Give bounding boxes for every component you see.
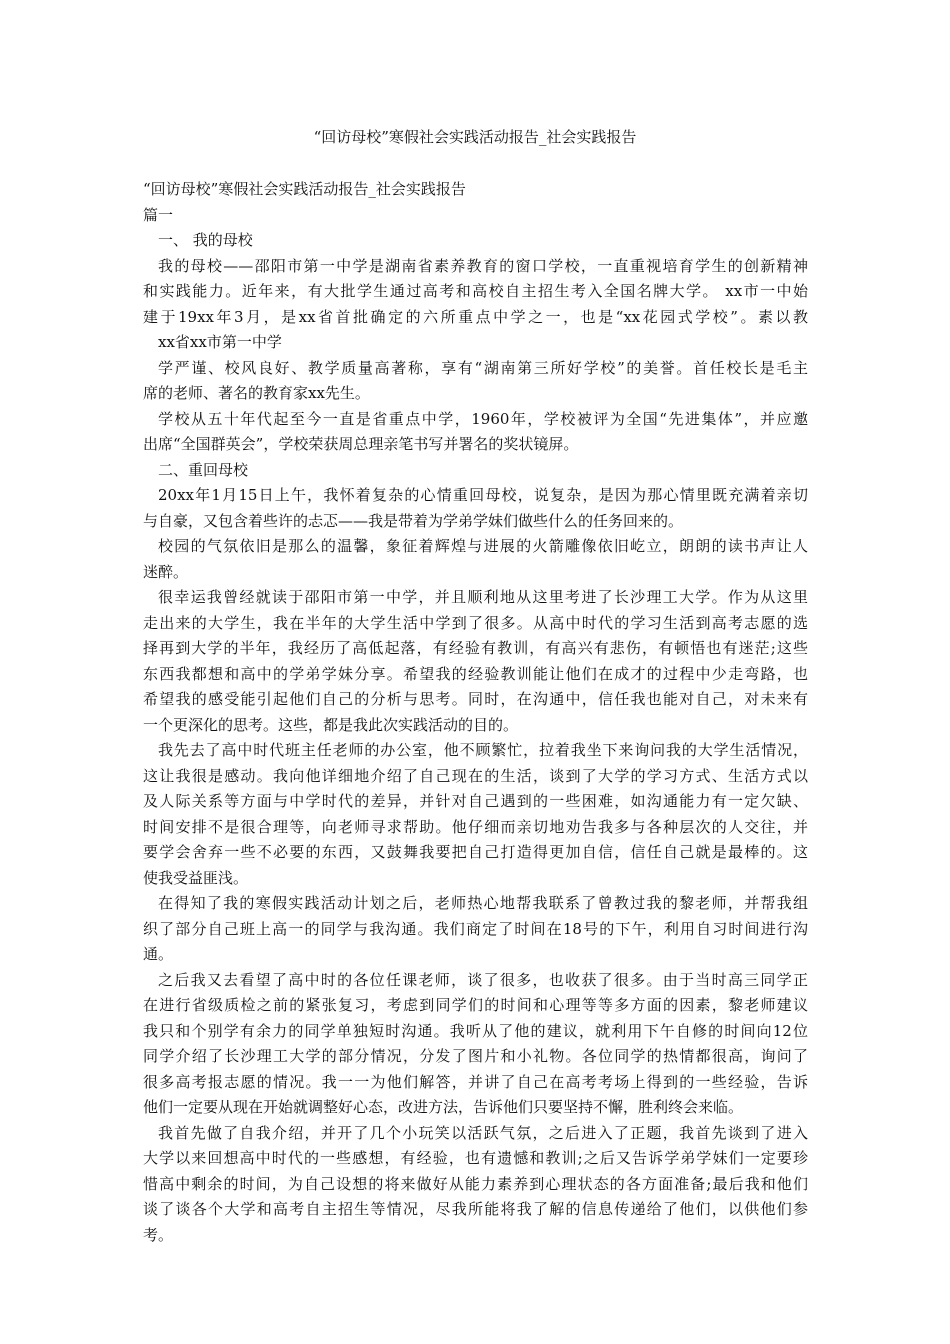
text-line: 择再到大学的半年，我经历了高低起落，有经验有教训，有高兴有悲伤，有顿悟也有迷茫;这些 (143, 639, 808, 657)
text-line: 我先去了高中时代班主任老师的办公室，他不顾繁忙，拉着我坐下来询问我的大学生活情况， (158, 741, 808, 759)
text-line: 我的母校——邵阳市第一中学是湖南省素养教育的窗口学校，一直重视培育学生的创新精神 (158, 256, 808, 275)
text-line: 考。 (143, 1225, 174, 1244)
text-line: 迷醉。 (143, 562, 189, 581)
text-line: 在得知了我的寒假实践活动计划之后，老师热心地帮我联系了曾教过我的黎老师，并帮我组 (158, 894, 808, 912)
text-line: 学校从五十年代起至今一直是省重点中学，1960年，学校被评为全国“先进集体”，并应邀 (158, 409, 808, 428)
text-line: 很幸运我曾经就读于邵阳市第一中学，并且顺利地从这里考进了长沙理工大学。作为从这里 (158, 588, 808, 606)
text-line: 要学会舍弃一些不必要的东西，又鼓舞我要把自己打造得更加自信，信任自己就是最棒的。这 (143, 843, 808, 861)
text-line: xx省xx市第一中学 (158, 333, 282, 351)
text-line: 织了部分自己班上高一的同学与我沟通。我们商定了时间在18号的下午，利用自习时间进行沟 (143, 919, 808, 938)
text-line: 通。 (143, 945, 174, 963)
text-line: 之后我又去看望了高中时的各位任课老师，谈了很多，也收获了很多。由于当时高三同学正 (158, 970, 808, 989)
text-line: 使我受益匪浅。 (143, 868, 249, 887)
document-body (143, 177, 808, 1248)
text-line: 建于19xx年3月，是xx省首批确定的六所重点中学之一，也是“xx花园式学校”。素以教 (143, 307, 808, 326)
text-line: 这让我很是感动。我向他详细地介绍了自己现在的生活，谈到了大学的学习方式、生活方式以 (143, 766, 808, 785)
text-line: 谈了谈各个大学和高考自主招生等情况，尽我所能将我了解的信息传递给了他们，以供他们参 (143, 1200, 808, 1218)
text-line: 20xx年1月15日上午，我怀着复杂的心情重回母校，说复杂，是因为那心情里既充满着亲切 (158, 486, 808, 504)
text-line: 大学以来回想高中时代的一些感想，有经验，也有遗憾和教训;之后又告诉学弟学妹们一定要珍 (143, 1149, 808, 1167)
text-line: 走出来的大学生，我在半年的大学生活中学到了很多。从高中时代的学习生活到高考志愿的选 (143, 613, 808, 632)
text-line: 东西我都想和高中的学弟学妹分享。希望我的经验教训能让他们在成才的过程中少走弯路，也 (143, 664, 808, 683)
text-line: 二、重回母校 (158, 460, 249, 479)
text-line: 校园的气氛依旧是那么的温馨，象征着辉煌与进展的火箭雕像依旧屹立，朗朗的读书声让人 (158, 537, 808, 555)
text-line: 我只和个别学有余力的同学单独短时沟通。我听从了他的建议，就利用下午自修的时间向12位 (143, 1021, 808, 1040)
text-line: 很多高考报志愿的情况。我一一为他们解答，并讲了自己在高考考场上得到的一些经验，告诉 (143, 1072, 808, 1091)
text-line: 席的老师、著名的教育家xx先生。 (143, 384, 370, 402)
text-line: 我首先做了自我介绍，并开了几个小玩笑以活跃气氛，之后进入了正题，我首先谈到了进入 (158, 1123, 808, 1142)
text-line: 与自豪，又包含着些许的忐忑——我是带着为学弟学妹们做些什么的任务回来的。 (143, 511, 684, 530)
text-line: 学严谨、校风良好、教学质量高著称，享有“湖南第三所好学校”的美誉。首任校长是毛主 (158, 358, 808, 377)
document-heading: “回访母校”寒假社会实践活动报告_社会实践报告 (143, 180, 466, 198)
text-line: 及人际关系等方面与中学时代的差异，并针对自己遇到的一些困难，如沟通能力有一定欠缺、 (143, 792, 808, 810)
text-line: 篇一 (143, 205, 174, 224)
text-line: 时间安排不是很合理等，向老师寻求帮助。他仔细而亲切地劝告我多与各种层次的人交往，并 (143, 817, 808, 836)
text-line: 一个更深化的思考。这些，都是我此次实践活动的目的。 (143, 715, 519, 734)
text-line: 他们一定要从现在开始就调整好心态，改进方法，告诉他们只要坚持不懈，胜利终会来临。 (143, 1098, 744, 1116)
text-line: 惜高中剩余的时间，为自己设想的将来做好从能力素养到心理状态的各方面准备;最后我和他们 (143, 1174, 808, 1193)
page-title: “回访母校”寒假社会实践活动报告_社会实践报告 (313, 128, 637, 146)
text-line: 出席“全国群英会”，学校荣获周总理亲笔书写并署名的奖状镜屏。 (143, 435, 579, 453)
text-line: 希望我的感受能引起他们自己的分析与思考。同时，在沟通中，信任我也能对自己，对未来有 (143, 690, 808, 708)
text-line: 同学介绍了长沙理工大学的部分情况，分发了图片和小礼物。各位同学的热情都很高，询问了 (143, 1047, 808, 1065)
text-line: 和实践能力。近年来，有大批学生通过高考和高校自主招生考入全国名牌大学。 xx市一中始 (143, 282, 808, 300)
text-line: 一、 我的母校 (158, 231, 253, 249)
text-line: 在进行省级质检之前的紧张复习，考虑到同学们的时间和心理等等多方面的因素，黎老师建议 (143, 996, 808, 1014)
